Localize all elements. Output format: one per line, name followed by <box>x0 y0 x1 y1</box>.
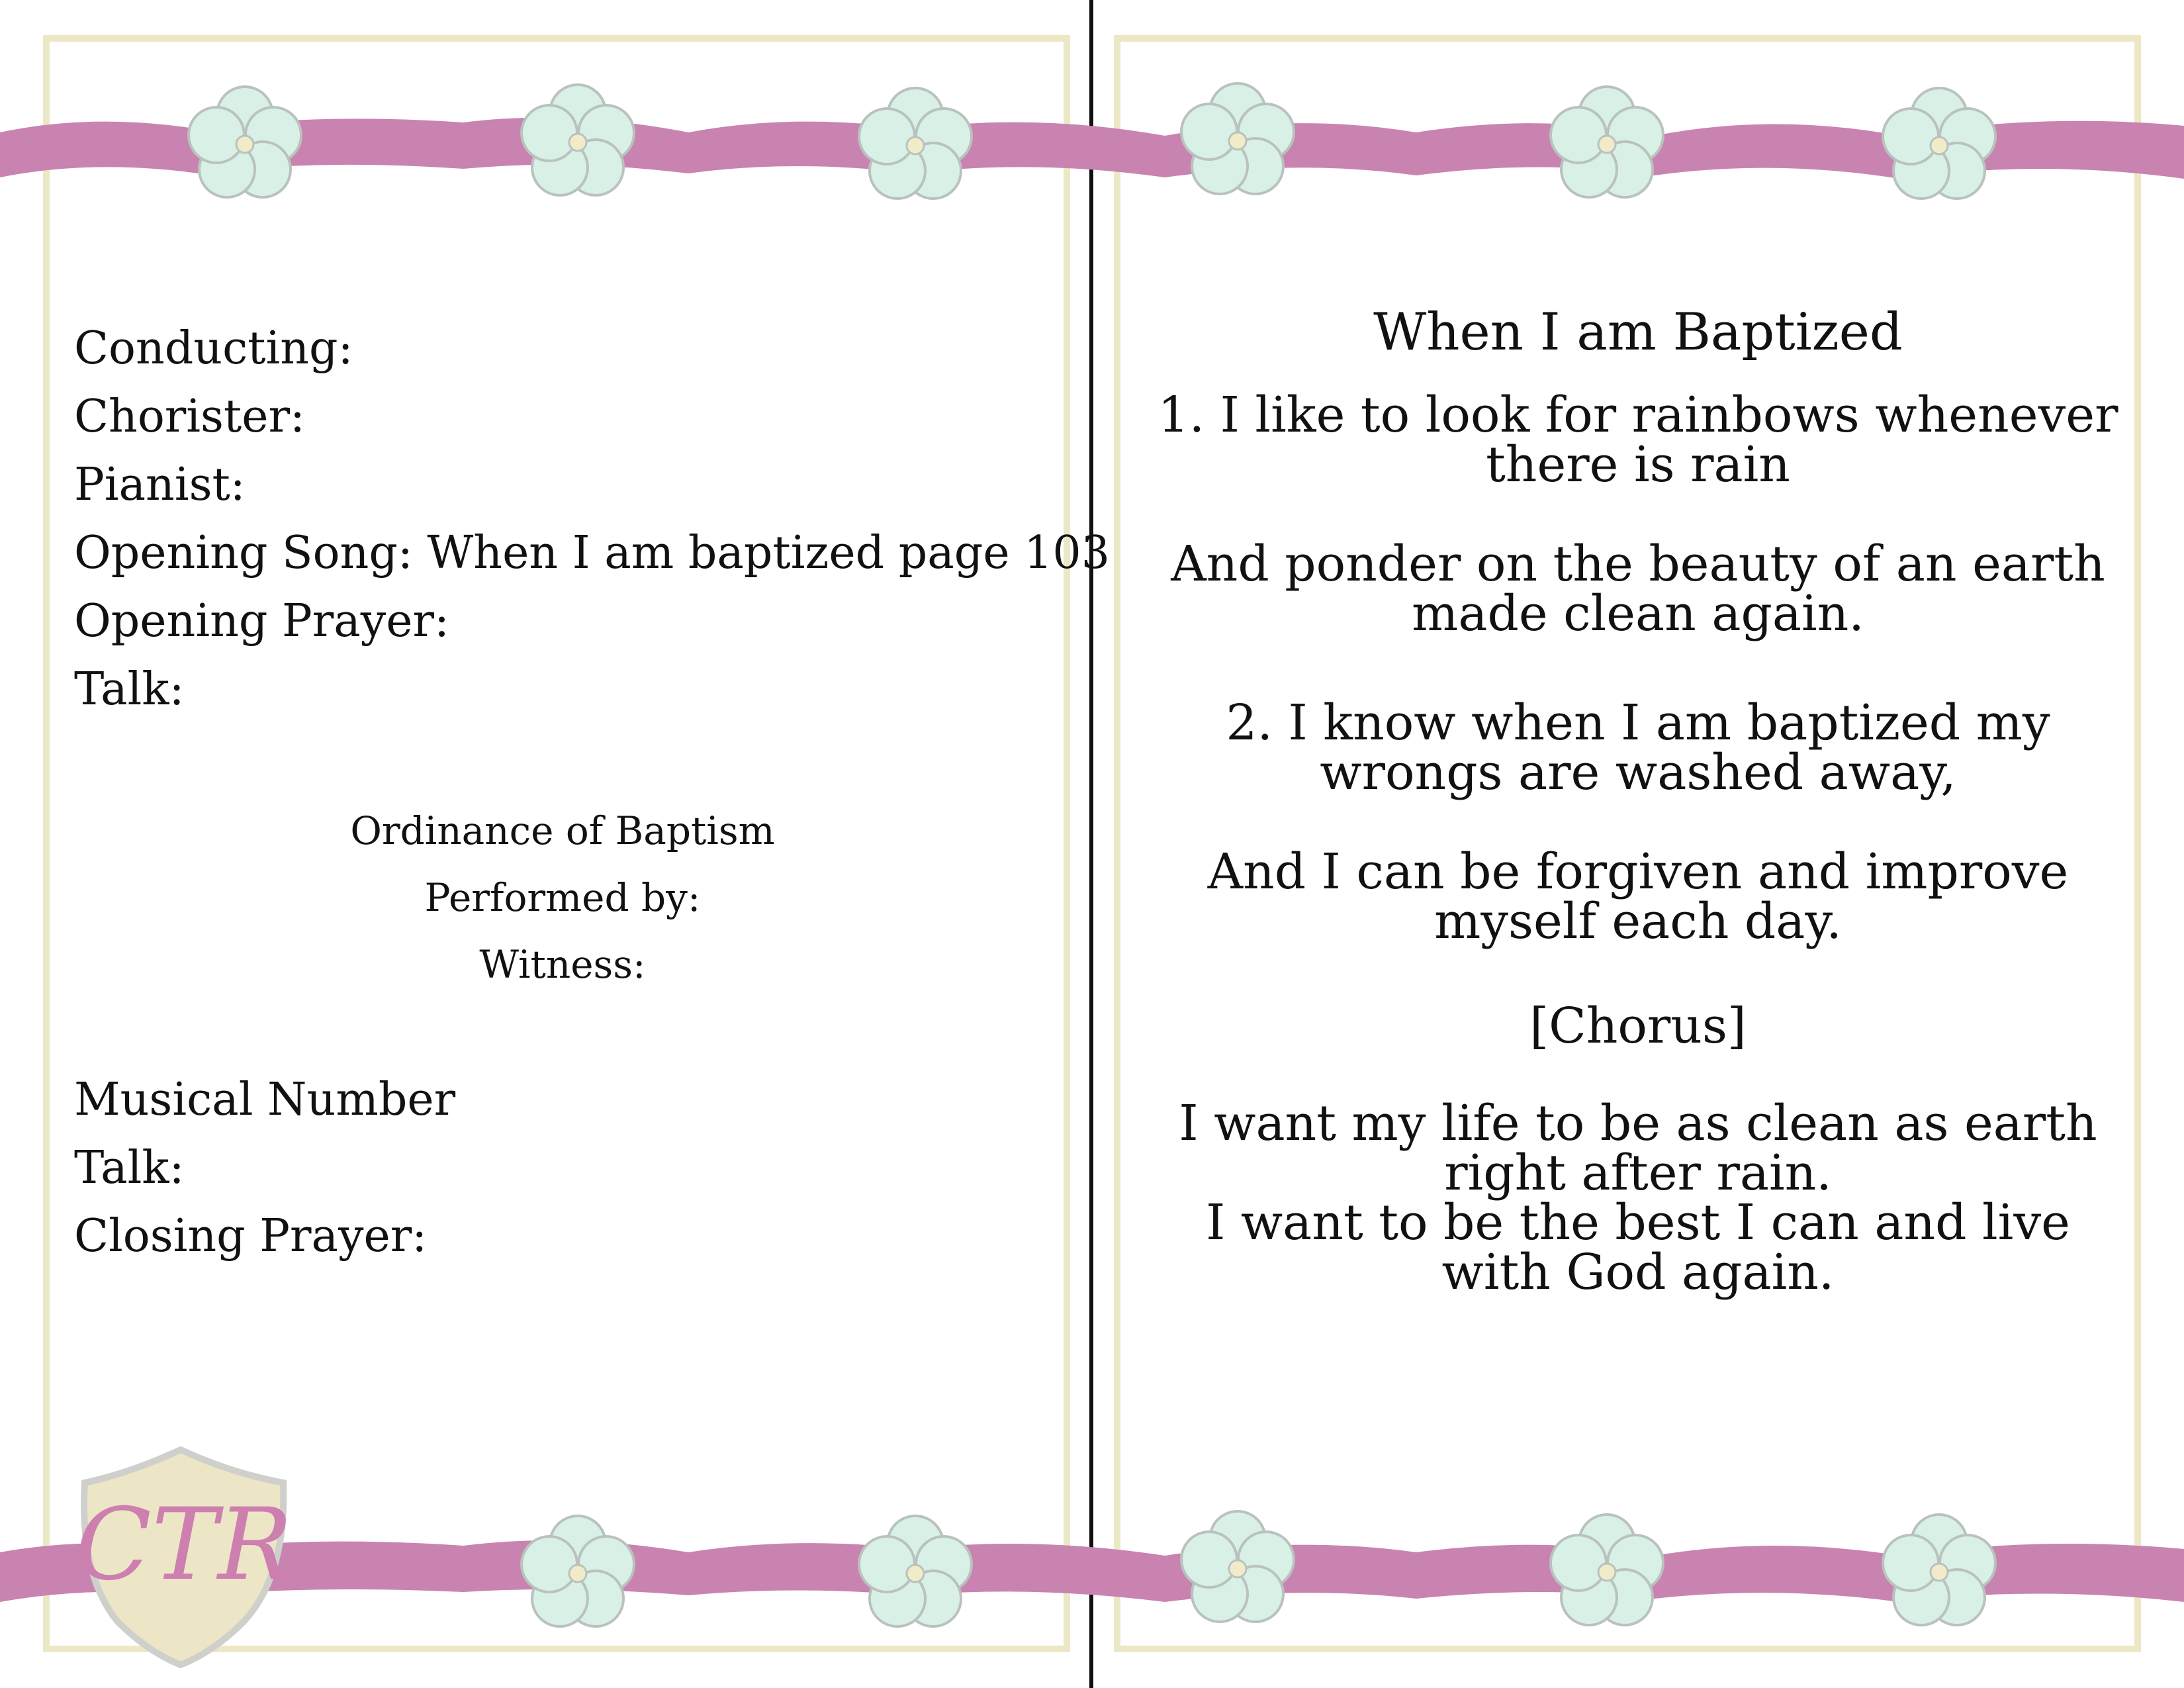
witness-line: Witness: <box>479 942 646 987</box>
verse2-line2: And I can be forgiven and improve myself each day. <box>1207 843 2069 950</box>
opening-prayer-line: Opening Prayer: <box>74 595 449 647</box>
pianist-line: Pianist: <box>74 459 246 511</box>
flower-icon <box>1551 87 1663 197</box>
verse2-line1: 2. I know when I am baptized my wrongs are washed away, <box>1226 694 2050 801</box>
ordinance-title: Ordinance of Baptism <box>350 808 775 853</box>
flower-icon <box>189 87 301 197</box>
verse1-line2: And ponder on the beauty of an earth made clean again. <box>1171 536 2105 642</box>
chorister-line: Chorister: <box>74 391 305 443</box>
verse1-line1: 1. I like to look for rainbows whenever there is rain <box>1158 387 2118 493</box>
closing-prayer-line: Closing Prayer: <box>74 1210 428 1262</box>
chorus-line2: I want to be the best I can and live with God again. <box>1206 1194 2070 1301</box>
flower-icon <box>1883 1515 1995 1625</box>
top-ribbon <box>0 118 2184 179</box>
ctr-shield-logo <box>71 1443 296 1668</box>
flower-icon <box>859 1516 972 1626</box>
flower-icon <box>1551 1515 1663 1625</box>
song-lyrics <box>1145 301 2131 1347</box>
chorus-label: [Chorus] <box>1529 998 1747 1055</box>
chorus-line1: I want my life to be as clean as earth right after rain. <box>1179 1095 2097 1201</box>
bottom-ribbon <box>0 1540 2184 1602</box>
conducting-line: Conducting: <box>74 322 353 375</box>
flower-icon <box>522 85 634 195</box>
flower-icon <box>1181 83 1294 194</box>
song-title: When I am Baptized <box>1373 303 1903 362</box>
talk-line: Talk: <box>74 663 185 716</box>
flower-icon <box>1883 88 1995 199</box>
ctr-letters: CTR <box>75 1487 293 1603</box>
flower-icon <box>1181 1511 1294 1622</box>
talk-line: Talk: <box>74 1142 185 1194</box>
flower-icon <box>522 1516 634 1626</box>
opening-song-line: Opening Song: When I am baptized page 103 <box>74 527 1110 579</box>
musical-number-line: Musical Number <box>74 1074 456 1126</box>
program-list-bottom <box>74 1066 455 1270</box>
program-list-top <box>74 314 1110 724</box>
flower-icon <box>859 88 972 199</box>
performed-by-line: Performed by: <box>424 875 701 920</box>
ordinance-section <box>212 798 913 998</box>
